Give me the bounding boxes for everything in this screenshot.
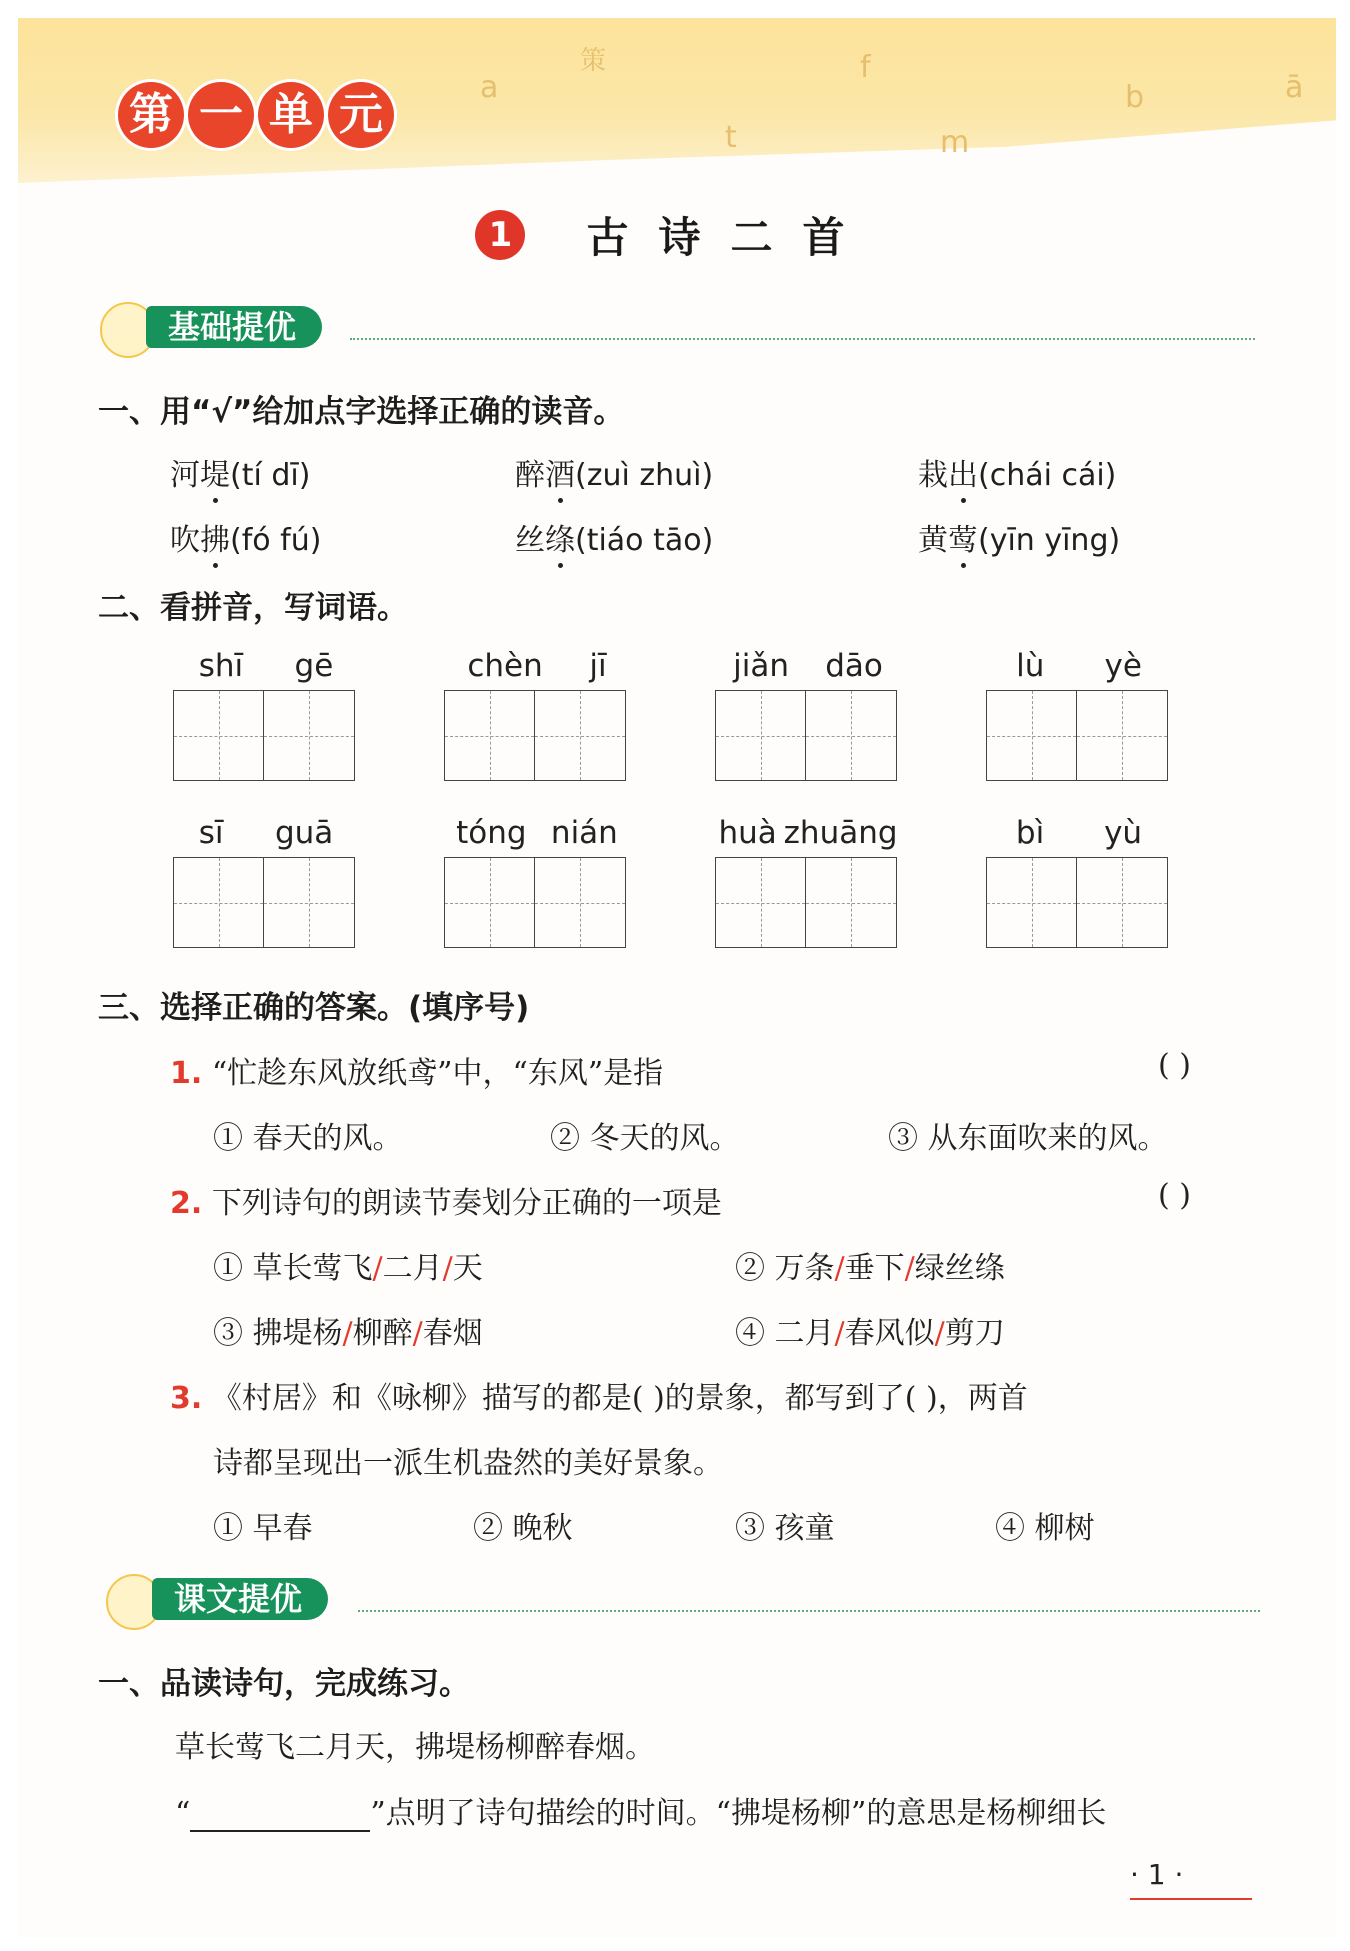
dotted-line — [358, 1610, 1260, 1612]
word-writing-cell — [986, 807, 1172, 948]
dotted-char: 绦 — [545, 523, 575, 558]
char: 丝 — [515, 523, 545, 558]
writing-grid-box[interactable] — [444, 857, 535, 948]
option[interactable]: ① 春天的风。 — [213, 1121, 403, 1156]
pinyin-choice[interactable] — [515, 450, 713, 494]
writing-grid-box[interactable] — [715, 690, 806, 781]
option[interactable] — [735, 1243, 1005, 1287]
sub-question-text-line2: 诗都呈现出一派生机盎然的美好景象。 — [213, 1446, 723, 1481]
rhythm-slash: / — [412, 1316, 423, 1351]
sub-question-3 — [170, 1373, 1028, 1417]
writing-grid-box[interactable] — [535, 690, 626, 781]
pinyin-options: (yīn yīng) — [978, 523, 1121, 558]
option[interactable] — [213, 1243, 483, 1287]
poem-line: 草长莺飞二月天，拂堤杨柳醉春烟。 — [175, 1730, 655, 1765]
pinyin-syllable: jī — [589, 648, 607, 684]
char: 河 — [170, 458, 200, 493]
pinyin-choice[interactable] — [170, 515, 321, 559]
writing-grid-box[interactable] — [986, 857, 1077, 948]
pinyin-syllable: gē — [294, 648, 334, 684]
writing-grid-box[interactable] — [986, 690, 1077, 781]
char: 栽 — [918, 458, 948, 493]
word-writing-cell — [444, 640, 630, 781]
writing-grid-box[interactable] — [715, 857, 806, 948]
decor-letter: ā — [1285, 70, 1304, 105]
pinyin-options: (tí dī) — [230, 458, 311, 493]
writing-grid-box[interactable] — [1077, 690, 1168, 781]
rhythm-slash: / — [904, 1251, 915, 1286]
unit-char: 单 — [258, 82, 324, 148]
pinyin-syllable: yù — [1104, 815, 1143, 851]
pinyin-syllable: dāo — [825, 648, 883, 684]
writing-grid-box[interactable] — [264, 690, 355, 781]
reading-heading: 一、品读诗句，完成练习。 — [98, 1666, 470, 1702]
char: 吹 — [170, 523, 200, 558]
pinyin-choice[interactable] — [170, 450, 310, 494]
decor-letter: b — [1125, 80, 1145, 115]
decor-letter: t — [725, 120, 737, 155]
pinyin-syllable: yè — [1104, 648, 1142, 684]
option[interactable]: ② 晚秋 — [473, 1511, 573, 1546]
lesson-number-badge: 1 — [475, 210, 525, 260]
option[interactable] — [213, 1308, 483, 1352]
writing-grid-box[interactable] — [1077, 857, 1168, 948]
question-1-heading: 一、用“√”给加点字选择正确的读音。 — [98, 394, 625, 430]
unit-char: 元 — [328, 82, 394, 148]
pinyin-syllable: huà — [718, 815, 777, 851]
answer-paren[interactable]: ( ) — [1158, 1048, 1191, 1083]
decor-letter: a — [480, 70, 499, 105]
banner-decoration — [460, 40, 1320, 160]
unit-char: 一 — [188, 82, 254, 148]
dotted-char: 拂 — [200, 523, 230, 558]
pinyin-choice[interactable] — [515, 515, 713, 559]
sub-question-number: 1. — [170, 1056, 203, 1091]
decor-letter: f — [860, 50, 871, 85]
rhythm-segment: ④ 二月 — [735, 1316, 835, 1351]
writing-grid-box[interactable] — [806, 857, 897, 948]
writing-grid-box[interactable] — [806, 690, 897, 781]
option[interactable]: ④ 柳树 — [995, 1511, 1095, 1546]
option[interactable]: ③ 孩童 — [735, 1511, 835, 1546]
sub-question-1 — [170, 1048, 663, 1092]
rhythm-segment: ① 草长莺飞 — [213, 1251, 373, 1286]
page-number-underline — [1130, 1898, 1252, 1900]
char: 黄 — [918, 523, 948, 558]
rhythm-segment: 春风似 — [844, 1316, 935, 1351]
pinyin-syllable: guā — [274, 815, 334, 851]
word-writing-cell — [715, 640, 901, 781]
pinyin-syllable: chèn — [467, 648, 543, 684]
open-quote: “ — [175, 1796, 191, 1831]
rhythm-segment: 柳醉 — [352, 1316, 413, 1351]
rhythm-segment: 天 — [452, 1251, 483, 1286]
pinyin-options: (chái cái) — [978, 458, 1117, 493]
pinyin-choice[interactable] — [918, 450, 1116, 494]
section-label: 课文提优 — [152, 1578, 328, 1620]
rhythm-segment: 垂下 — [844, 1251, 905, 1286]
rhythm-slash: / — [442, 1251, 453, 1286]
dotted-char: 莺 — [948, 523, 978, 558]
fill-in-text: ”点明了诗句描绘的时间。“拂堤杨柳”的意思是杨柳细长 — [370, 1796, 1107, 1831]
pinyin-options: (tiáo tāo) — [575, 523, 714, 558]
rhythm-slash: / — [934, 1316, 945, 1351]
sub-question-text: “忙趁东风放纸鸢”中，“东风”是指 — [211, 1056, 664, 1091]
word-writing-cell — [173, 807, 359, 948]
option[interactable] — [735, 1308, 1005, 1352]
fill-in-line — [175, 1788, 1106, 1832]
rhythm-slash: / — [372, 1251, 383, 1286]
pinyin-syllable: sī — [198, 815, 224, 851]
rhythm-segment: 二月 — [382, 1251, 443, 1286]
decor-letter: m — [940, 125, 970, 160]
unit-char: 第 — [118, 82, 184, 148]
pinyin-syllable: bì — [1015, 815, 1045, 851]
word-writing-cell — [173, 640, 359, 781]
word-writing-cell — [986, 640, 1172, 781]
rhythm-slash: / — [834, 1316, 845, 1351]
rhythm-segment: 剪刀 — [944, 1316, 1005, 1351]
pinyin-options: (fó fú) — [230, 523, 322, 558]
writing-grid-box[interactable] — [535, 857, 626, 948]
rhythm-slash: / — [342, 1316, 353, 1351]
dotted-char: 出 — [948, 458, 978, 493]
decor-letter: 策 — [580, 46, 607, 76]
pinyin-choice[interactable] — [918, 515, 1120, 559]
dotted-char: 堤 — [200, 458, 230, 493]
rhythm-segment: 绿丝绦 — [914, 1251, 1005, 1286]
sub-question-2 — [170, 1178, 722, 1222]
answer-blank[interactable] — [190, 1802, 370, 1832]
option[interactable]: ③ 从东面吹来的风。 — [888, 1121, 1168, 1156]
pinyin-syllable: lù — [1016, 648, 1045, 684]
pinyin-syllable: shī — [198, 648, 244, 684]
sub-question-text: 下列诗句的朗读节奏划分正确的一项是 — [211, 1186, 722, 1221]
writing-grid-box[interactable] — [444, 690, 535, 781]
sub-question-number: 2. — [170, 1186, 203, 1221]
word-writing-cell — [444, 807, 630, 948]
pinyin-syllable: tóng — [456, 815, 527, 851]
char: 醉 — [515, 458, 545, 493]
option[interactable]: ② 冬天的风。 — [550, 1121, 740, 1156]
pinyin-options: (zuì zhuì) — [575, 458, 714, 493]
rhythm-slash: / — [834, 1251, 845, 1286]
dotted-char: 酒 — [545, 458, 575, 493]
page-number: · 1 · — [1130, 1858, 1184, 1891]
pinyin-syllable: jiǎn — [733, 648, 789, 684]
pinyin-syllable: zhuāng — [783, 815, 898, 851]
sub-question-text: 《村居》和《咏柳》描写的都是( )的景象，都写到了( )，两首 — [211, 1381, 1028, 1416]
option[interactable]: ① 早春 — [213, 1511, 313, 1546]
rhythm-segment: ② 万条 — [735, 1251, 835, 1286]
rhythm-segment: 春烟 — [422, 1316, 483, 1351]
pinyin-syllable: nián — [550, 815, 618, 851]
section-label: 基础提优 — [146, 306, 322, 348]
dotted-line — [350, 338, 1255, 340]
word-writing-cell — [715, 807, 901, 948]
answer-paren[interactable]: ( ) — [1158, 1178, 1191, 1213]
unit-title — [118, 82, 394, 148]
writing-grid-box[interactable] — [173, 857, 264, 948]
lesson-header — [0, 205, 1350, 265]
question-3-heading: 三、选择正确的答案。(填序号) — [98, 990, 530, 1026]
sub-question-number: 3. — [170, 1381, 203, 1416]
writing-grid-box[interactable] — [264, 857, 355, 948]
lesson-title: 古诗二首 — [586, 213, 875, 262]
question-2-heading: 二、看拼音，写词语。 — [98, 590, 408, 626]
rhythm-segment: ③ 拂堤杨 — [213, 1316, 343, 1351]
writing-grid-box[interactable] — [173, 690, 264, 781]
